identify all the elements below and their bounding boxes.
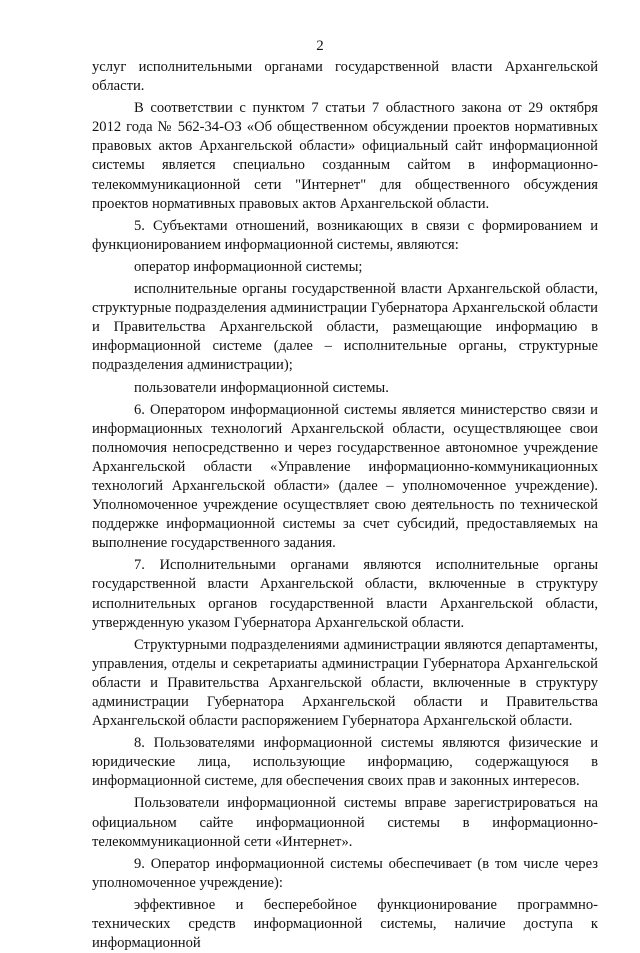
paragraph-operator-entry: оператор информационной системы; bbox=[134, 258, 363, 275]
paragraph-continuation: услуг исполнительными органами государственной власти Архангельской области. bbox=[92, 59, 598, 95]
paragraph-user-registration: Пользователи информационной системы вправе зарегистрироваться на официальном сайте информационной системы в информационно-телекоммуникационной сети «Интернет». bbox=[92, 795, 598, 850]
paragraph-item-9: 9. Оператор информационной системы обеспечивает (в том числе через уполномоченное учреждение): bbox=[92, 855, 598, 891]
paragraph-structural-divisions: Структурными подразделениями администрации являются департаменты, управления, отделы и секретариаты администрации Губернатора Архангельской области и Правительства Архангельской области, включенные в структуру администрации Губернатора Архангельской области и Правительства Архангельской области распоряжением Губернатора Архангельской области. bbox=[92, 636, 598, 730]
paragraph-item-6: 6. Оператором информационной системы является министерство связи и информационных технологий Архангельской области, осуществляющее свои полномочия непосредственно и через государственное автономное учреждение Архангельской области «Управление информационно-коммуникационных технологий Архангельской области» (далее – уполномоченное учреждение). Уполномоченное учреждение осуществляет свою деятельность по технической поддержке информационной системы за счет субсидий, предоставляемых на выполнение государственного задания. bbox=[92, 401, 598, 552]
paragraph-official-site: В соответствии с пунктом 7 статьи 7 областного закона от 29 октября 2012 года № 562-34-ОЗ «Об общественном обсуждении проектов нормативных правовых актов Архангельской области» официальный сайт информационной системы является специально созданным сайтом в информационно-телекоммуникационной сети "Интернет" для общественного обсуждения проектов нормативных правовых актов Архангельской области. bbox=[92, 100, 598, 212]
paragraph-executive-bodies-entry: исполнительные органы государственной власти Архангельской области, структурные подразделения администрации Губернатора Архангельской области и Правительства Архангельской области, размещающие информацию в информационной системе (далее – исполнительные органы, структурные подразделения администрации); bbox=[92, 281, 598, 374]
document-body bbox=[92, 58, 598, 953]
page-number: 2 bbox=[316, 38, 324, 54]
paragraph-functioning-entry: эффективное и бесперебойное функционирование программно-технических средств информационной системы, наличие доступа к информационной bbox=[92, 896, 598, 952]
paragraph-item-7: 7. Исполнительными органами являются исполнительные органы государственной власти Архангельской области, включенные в структуру исполнительных органов государственной власти Архангельской области, утвержденную указом Губернатора Архангельской области. bbox=[92, 557, 598, 631]
paragraph-item-8: 8. Пользователями информационной системы являются физические и юридические лица, использующие информацию, содержащуюся в информационной системе, для обеспечения своих прав и законных интересов. bbox=[92, 735, 598, 790]
paragraph-item-5: 5. Субъектами отношений, возникающих в связи с формированием и функционированием информационной системы, являются: bbox=[92, 217, 598, 253]
paragraph-users-entry: пользователи информационной системы. bbox=[134, 379, 389, 396]
